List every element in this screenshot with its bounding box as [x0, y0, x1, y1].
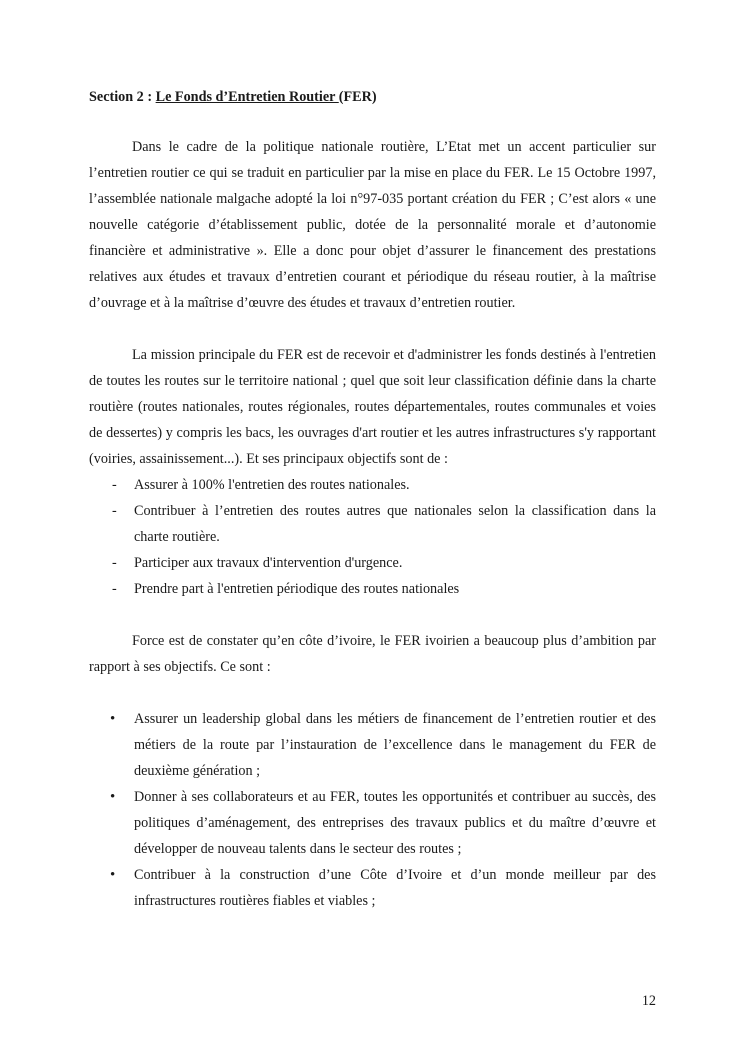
section-heading — [89, 87, 656, 107]
bullet-marker: • — [110, 789, 116, 805]
spacer — [89, 316, 656, 342]
objectives-list — [89, 472, 656, 602]
paragraph-fer-creation: Dans le cadre de la politique nationale routière, L’Etat met un accent particulier sur l’entretien routier ce qui se traduit en particulier par la mise en place du FER. Le 15 Octobre 1997, l’assemblée nationale malgache adopté la loi n°97-035 portant création du FER ; C’est alors « une nouvelle catégorie d’établissement public, dotée de la personnalité morale et d’autonomie financière et administrative ». Elle a donc pour objet d’assurer le financement des prestations relatives aux études et travaux d’entretien courant et périodique du réseau routier, à la maîtrise d’ouvrage et à la maîtrise d’œuvre des études et travaux d’entretien routier. — [89, 139, 656, 311]
dash-marker: - — [112, 581, 117, 597]
dash-marker: - — [112, 503, 117, 519]
list-item — [89, 862, 656, 914]
list-item-text: Contribuer à l’entretien des routes autres que nationales selon la classification dans la charte routière. — [134, 503, 656, 545]
list-item-text: Assurer à 100% l'entretien des routes nationales. — [134, 477, 410, 493]
bullet-marker: • — [110, 867, 116, 883]
list-item — [89, 706, 656, 784]
list-item — [89, 472, 656, 498]
spacer — [89, 680, 656, 706]
list-item — [89, 784, 656, 862]
list-item — [89, 498, 656, 550]
list-item-text: Assurer un leadership global dans les métiers de financement de l’entretien routier et des métiers de la route par l’instauration de l’excellence dans le management du FER de deuxième génération ; — [134, 711, 656, 779]
section-suffix: (FER) — [338, 89, 377, 105]
list-item — [89, 576, 656, 602]
section-prefix: Section 2 : — [89, 89, 156, 105]
list-item — [89, 550, 656, 576]
list-item-text: Donner à ses collaborateurs et au FER, toutes les opportunités et contribuer au succès, des politiques d’aménagement, des entreprises des travaux publics et du maître d’œuvre et développer de nouveau talents dans le secteur des routes ; — [134, 789, 656, 857]
document-page — [89, 87, 656, 914]
list-item-text: Prendre part à l'entretien périodique des routes nationales — [134, 581, 460, 597]
bullet-marker: • — [110, 711, 116, 727]
dash-marker: - — [112, 477, 117, 493]
list-item-text: Participer aux travaux d'intervention d'urgence. — [134, 555, 403, 571]
paragraph-fer-ivoirien: Force est de constater qu’en côte d’ivoire, le FER ivoirien a beaucoup plus d’ambition par rapport à ses objectifs. Ce sont : — [89, 633, 656, 675]
ambitions-list — [89, 706, 656, 914]
spacer — [89, 602, 656, 628]
section-title: Le Fonds d’Entretien Routier — [155, 89, 339, 105]
page-number: 12 — [641, 993, 656, 1009]
list-item-text: Contribuer à la construction d’une Côte d’Ivoire et d’un monde meilleur par des infrastructures routières fiables et viables ; — [134, 867, 656, 909]
dash-marker: - — [112, 555, 117, 571]
paragraph-fer-mission: La mission principale du FER est de recevoir et d'administrer les fonds destinés à l'entretien de toutes les routes sur le territoire national ; quel que soit leur classification définie dans la charte routière (routes nationales, routes régionales, routes départementales, routes communales et voies de dessertes) y compris les bacs, les ouvrages d'art routier et les autres infrastructures s'y rapportant (voiries, assainissement...). Et ses principaux objectifs sont de : — [89, 347, 656, 467]
